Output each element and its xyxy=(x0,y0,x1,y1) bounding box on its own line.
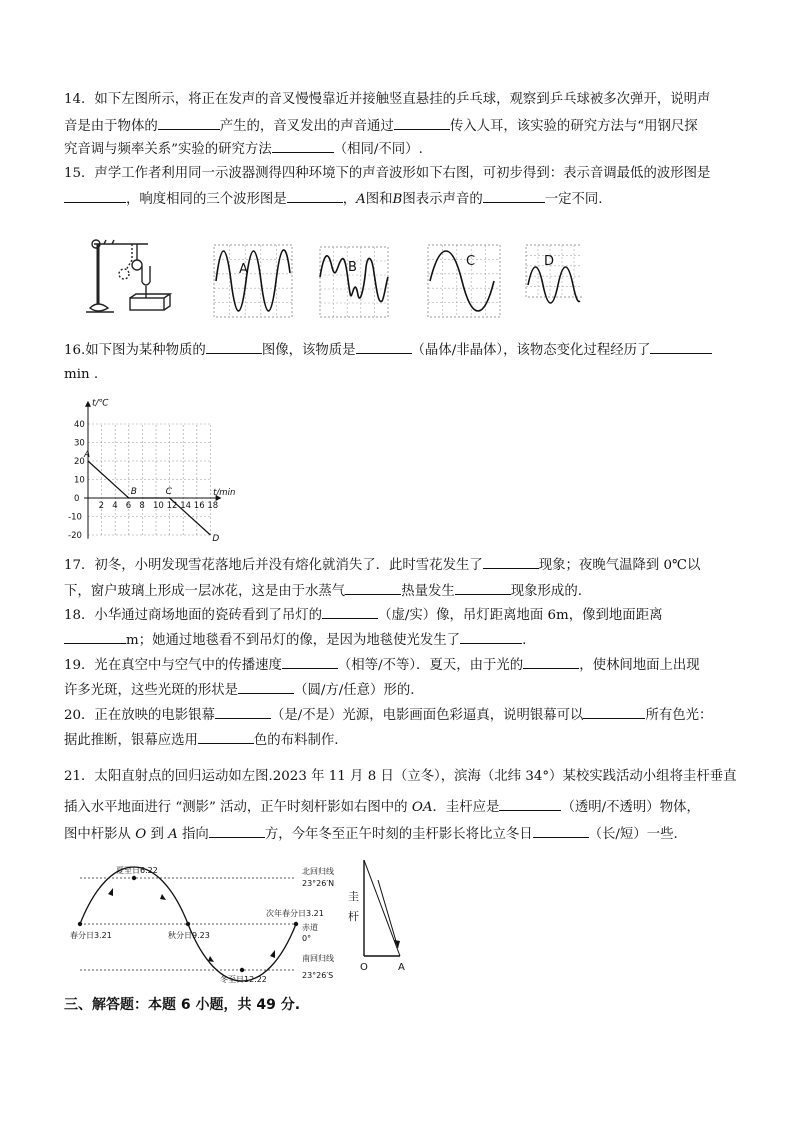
q18-line1: 18．小华通过商场地面的瓷砖看到了吊灯的 （虚/实）像，吊灯距离地面 6m，像到地面距离 xyxy=(64,608,663,623)
tropic-capricorn-label: 南回归线 xyxy=(302,954,334,963)
q16-line1: 16.如下图为某种物质的 图像，该物质是 （晶体/非晶体），该物态变化过程经历了 xyxy=(64,341,712,360)
answer-blank[interactable] xyxy=(238,681,294,694)
x-axis-label: t/min xyxy=(213,488,236,498)
gnomon-figure xyxy=(342,858,422,976)
answer-blank[interactable] xyxy=(523,656,579,669)
q20-line2: 据此推断，银幕应选用 色的布料制作. xyxy=(64,733,339,748)
y-tick-label: 40 xyxy=(74,420,85,430)
x-tick-label: 4 xyxy=(112,501,118,511)
next-spring-label: 次年春分日3.21 xyxy=(266,909,324,918)
spring-equinox-label: 春分日3.21 xyxy=(70,931,112,940)
summer-solstice-label: 夏至日6.22 xyxy=(116,866,158,875)
x-tick-label: 10 xyxy=(153,501,164,511)
north-latitude-label: 23°26′N xyxy=(302,879,335,888)
wave-label-b: B xyxy=(348,260,357,275)
y-tick-label: -20 xyxy=(68,531,82,541)
q14-line1: 14．如下左图所示，将正在发声的音叉慢慢靠近并接触竖直悬挂的乒乓球，观察到乒乓球被多次弹开，说明声 xyxy=(64,92,711,107)
q18-line2: m；她通过地毯看不到吊灯的像，是因为地毯使光发生了 . xyxy=(64,631,526,650)
point-a-label: A xyxy=(398,962,405,973)
wave-label-d: D xyxy=(544,254,555,269)
q21-line2: 插入水平地面进行 “测影” 活动，正午时刻杆影如右图中的 OA．圭杆应是 （透明/不透明）物体， xyxy=(64,800,700,815)
q14-line2: 音是由于物体的 产生的，音叉发出的声音通过 传入人耳，该实验的研究方法与“用钢尺探 xyxy=(64,119,698,134)
q17-line2: 下，窗户玻璃上形成一层冰花，这是由于水蒸气 热量发生 现象形成的. xyxy=(64,584,582,599)
q20-line1: 20．正在放映的电影银幕 （是/不是）光源，电影画面色彩逼真，说明银幕可以 所有色光： xyxy=(64,708,713,723)
sun-direct-point-figure xyxy=(70,860,340,984)
x-tick-label: 16 xyxy=(193,501,205,511)
y-axis-label: t/℃ xyxy=(92,398,109,409)
q15-line2: ，响度相同的三个波形图是 ，A图和B图表示声音的 一定不同. xyxy=(64,190,603,209)
waveform-c xyxy=(430,251,494,311)
answer-blank[interactable] xyxy=(287,190,343,203)
answer-blank[interactable] xyxy=(158,117,220,130)
south-latitude-label: 23°26′S xyxy=(302,971,334,980)
wave-label-c: C xyxy=(466,254,476,269)
x-tick-label: 8 xyxy=(139,501,145,511)
answer-blank[interactable] xyxy=(460,631,522,644)
answer-blank[interactable] xyxy=(394,117,450,130)
answer-blank[interactable] xyxy=(282,656,338,669)
y-tick-label: 20 xyxy=(74,457,85,467)
answer-blank[interactable] xyxy=(64,631,126,644)
point-label-c: C xyxy=(165,487,172,497)
temperature-chart xyxy=(58,392,288,544)
answer-blank[interactable] xyxy=(64,190,126,203)
point-label-a: A xyxy=(84,450,91,460)
q16-line2: min . xyxy=(64,367,99,382)
waveform-d xyxy=(528,267,580,303)
answer-blank[interactable] xyxy=(215,706,271,719)
equator-degree-label: 0° xyxy=(302,934,312,943)
x-tick-label: 18 xyxy=(207,501,219,511)
answer-blank[interactable] xyxy=(345,582,401,595)
section-heading: 三、解答题：本题 6 小题，共 49 分. xyxy=(64,997,301,1013)
answer-blank[interactable] xyxy=(650,341,712,354)
point-label-b: B xyxy=(130,487,137,497)
q15-line1: 15．声学工作者利用同一示波器测得四种环境下的声音波形如下右图，可初步得到：表示音调最低的波形图是 xyxy=(64,166,711,181)
waveform-figure xyxy=(212,243,582,319)
x-tick-label: 2 xyxy=(98,501,105,511)
y-tick-label: 0 xyxy=(74,494,80,504)
answer-blank[interactable] xyxy=(198,731,254,744)
winter-solstice-label: 冬至日12.22 xyxy=(220,975,267,984)
point-label-d: D xyxy=(212,534,220,544)
pole-label-1: 圭 xyxy=(348,890,359,903)
answer-blank[interactable] xyxy=(209,825,265,838)
point-o-label: O xyxy=(360,962,368,973)
answer-blank[interactable] xyxy=(533,825,589,838)
y-tick-label: 10 xyxy=(74,475,85,486)
q17-line1: 17．初冬，小明发现雪花落地后并没有熔化就消失了．此时雪花发生了 现象；夜晚气温降到 0℃以 xyxy=(64,558,701,573)
tropic-cancer-label: 北回归线 xyxy=(302,867,334,876)
answer-blank[interactable] xyxy=(583,706,645,719)
y-tick-label: 30 xyxy=(74,438,85,449)
q19-line2: 许多光斑，这些光斑的形状是 （圆/方/任意）形的. xyxy=(64,683,415,698)
q19-line1: 19．光在真空中与空气中的传播速度 （相等/不等）．夏天，由于光的 ，使林间地面上出现 xyxy=(64,658,700,673)
x-tick-label: 14 xyxy=(180,501,192,511)
answer-blank[interactable] xyxy=(483,190,545,203)
y-tick-label: -10 xyxy=(68,512,82,523)
answer-blank[interactable] xyxy=(272,140,334,153)
autumn-equinox-label: 秋分日9.23 xyxy=(168,931,210,940)
pole-label-2: 杆 xyxy=(348,910,359,923)
x-tick-label: 6 xyxy=(125,501,132,511)
q21-line1: 21．太阳直射点的回归运动如左图.2023 年 11 月 8 日（立冬），滨海（北纬 34°）某校实践活动小组将圭杆垂直 xyxy=(64,769,737,784)
x-tick-label: 12 xyxy=(166,501,178,511)
answer-blank[interactable] xyxy=(483,556,539,569)
q21-line3: 图中杆影从 O 到 A 指向 方，今年冬至正午时刻的圭杆影长将比立冬日 （长/短）一些. xyxy=(64,827,678,842)
wave-label-a: A xyxy=(239,262,248,277)
tuning-fork-figure xyxy=(80,234,180,318)
answer-blank[interactable] xyxy=(499,798,561,811)
equator-label: 赤道 xyxy=(302,923,318,932)
waveform-a xyxy=(216,250,290,311)
waveform-grid xyxy=(320,247,388,317)
answer-blank[interactable] xyxy=(206,341,262,354)
answer-blank[interactable] xyxy=(455,582,511,595)
answer-blank[interactable] xyxy=(322,606,378,619)
q14-line3: 究音调与频率关系”实验的研究方法 （相同/不同）. xyxy=(64,142,423,157)
answer-blank[interactable] xyxy=(356,341,412,354)
